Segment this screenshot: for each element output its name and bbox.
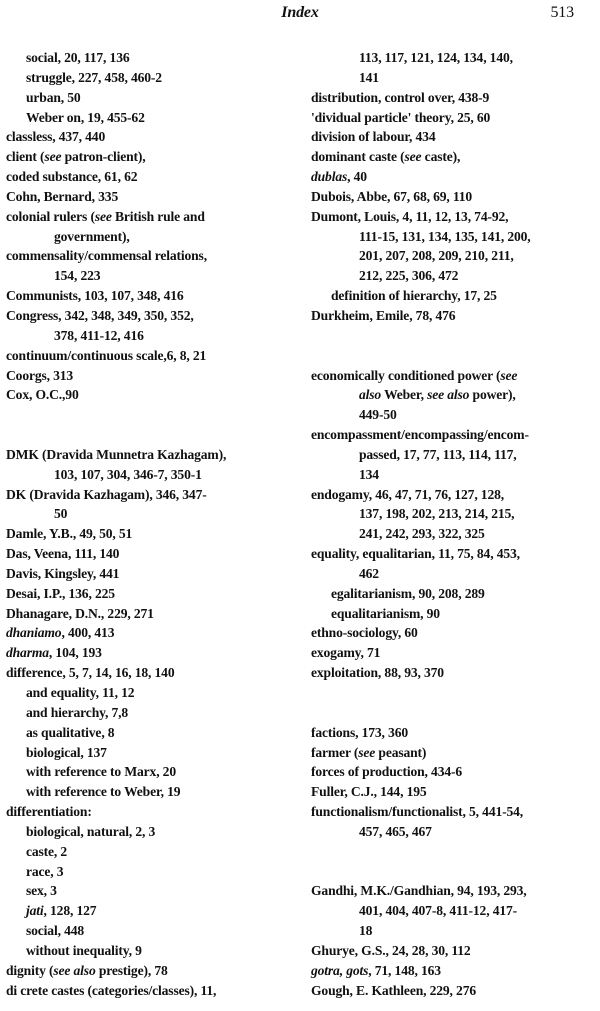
index-entry: DMK (Dravida Munnetra Kazhagam), — [6, 446, 227, 462]
index-subentry: caste, 2 — [26, 843, 68, 859]
index-continuation: also Weber, see also power), — [359, 387, 516, 403]
index-continuation: 113, 117, 121, 124, 134, 140, — [359, 50, 513, 65]
index-continuation: 241, 242, 293, 322, 325 — [359, 526, 485, 542]
page-number: 513 — [550, 4, 574, 21]
index-entry: endogamy, 46, 47, 71, 76, 127, 128, — [311, 486, 505, 502]
index-entry: Dumont, Louis, 4, 11, 12, 13, 74-92, — [311, 208, 509, 224]
blank-line — [311, 346, 593, 366]
index-subentry: definition of hierarchy, 17, 25 — [331, 288, 497, 304]
index-continuation: 201, 207, 208, 209, 210, 211, — [359, 248, 514, 264]
left-column — [6, 48, 290, 1001]
index-entry: Communists, 103, 107, 348, 416 — [6, 288, 184, 304]
index-subentry: with reference to Weber, 19 — [26, 784, 181, 800]
index-entry: Dubois, Abbe, 67, 68, 69, 110 — [311, 188, 473, 204]
index-subentry: egalitarianism, 90, 208, 289 — [331, 585, 485, 601]
index-entry: continuum/continuous scale,6, 8, 21 — [6, 347, 207, 363]
index-subentry: and equality, 11, 12 — [26, 685, 135, 700]
index-entry: dhaniamo, 400, 413 — [6, 625, 115, 641]
blank-line — [311, 683, 593, 703]
index-continuation: 134 — [359, 466, 379, 482]
index-entry: forces of production, 434-6 — [311, 764, 463, 780]
index-entry: 'dividual particle' theory, 25, 60 — [311, 109, 491, 125]
index-continuation: 50 — [54, 506, 68, 522]
index-entry: distribution, control over, 438-9 — [311, 89, 490, 105]
index-continuation: 462 — [359, 565, 379, 581]
index-entry: Ghurye, G.S., 24, 28, 30, 112 — [311, 942, 471, 958]
index-entry: di crete castes (categories/classes), 11, — [6, 982, 217, 998]
index-continuation: 103, 107, 304, 346-7, 350-1 — [54, 466, 202, 482]
index-subentry: biological, natural, 2, 3 — [26, 823, 156, 839]
blank-line — [311, 862, 593, 882]
index-continuation: 111-15, 131, 134, 135, 141, 200, — [359, 228, 531, 244]
index-entry: client (see patron-client), — [6, 149, 146, 165]
index-entry: Fuller, C.J., 144, 195 — [311, 784, 427, 800]
index-entry: encompassment/encompassing/encom- — [311, 427, 529, 443]
index-entry: gotra, gots, 71, 148, 163 — [311, 962, 441, 978]
index-entry: Congress, 342, 348, 349, 350, 352, — [6, 307, 194, 323]
index-entry: Davis, Kingsley, 441 — [6, 565, 120, 581]
index-subentry: as qualitative, 8 — [26, 724, 115, 740]
index-subentry: jati, 128, 127 — [26, 903, 97, 919]
index-entry: Durkheim, Emile, 78, 476 — [311, 307, 456, 323]
index-entry: farmer (see peasant) — [311, 744, 427, 760]
index-entry: Das, Veena, 111, 140 — [6, 546, 120, 562]
page-title: Index — [281, 4, 319, 21]
index-entry: Cox, O.C.,90 — [6, 387, 79, 403]
index-subentry: urban, 50 — [26, 89, 81, 105]
index-subentry: social, 20, 117, 136 — [26, 50, 130, 65]
index-entry: factions, 173, 360 — [311, 724, 408, 740]
index-entry: equality, equalitarian, 11, 75, 84, 453, — [311, 546, 520, 562]
index-continuation: 457, 465, 467 — [359, 823, 432, 839]
index-entry: Dhanagare, D.N., 229, 271 — [6, 605, 154, 621]
index-continuation: 18 — [359, 923, 373, 939]
index-continuation: passed, 17, 77, 113, 114, 117, — [359, 446, 517, 462]
index-entry: Desai, I.P., 136, 225 — [6, 585, 115, 601]
index-entry: Damle, Y.B., 49, 50, 51 — [6, 526, 133, 542]
index-subentry: social, 448 — [26, 923, 85, 939]
blank-line — [6, 425, 290, 445]
index-entry: ethno-sociology, 60 — [311, 625, 418, 641]
index-entry: commensality/commensal relations, — [6, 248, 207, 264]
blank-line — [311, 703, 593, 723]
index-continuation: 212, 225, 306, 472 — [359, 268, 459, 284]
index-entry: colonial rulers (see British rule and — [6, 208, 205, 224]
index-entry: exploitation, 88, 93, 370 — [311, 665, 444, 681]
index-entry: DK (Dravida Kazhagam), 346, 347- — [6, 486, 207, 502]
index-entry: difference, 5, 7, 14, 16, 18, 140 — [6, 665, 175, 681]
index-continuation: government), — [54, 228, 130, 244]
index-entry: division of labour, 434 — [311, 129, 436, 145]
index-entry: exogamy, 71 — [311, 645, 381, 661]
index-entry: differentiation: — [6, 804, 92, 820]
index-entry: dominant caste (see caste), — [311, 149, 461, 165]
index-entry: Gandhi, M.K./Gandhian, 94, 193, 293, — [311, 883, 527, 899]
index-subentry: Weber on, 19, 455-62 — [26, 109, 145, 125]
index-entry: coded substance, 61, 62 — [6, 169, 138, 185]
index-entry: classless, 437, 440 — [6, 129, 106, 145]
index-subentry: without inequality, 9 — [26, 942, 142, 958]
index-entry: dignity (see also prestige), 78 — [6, 962, 168, 978]
index-subentry: race, 3 — [26, 863, 64, 879]
right-column — [311, 48, 593, 1001]
index-entry: dharma, 104, 193 — [6, 645, 102, 661]
blank-line — [311, 326, 593, 346]
index-continuation: 137, 198, 202, 213, 214, 215, — [359, 506, 515, 522]
index-subentry: biological, 137 — [26, 744, 107, 760]
index-subentry: struggle, 227, 458, 460-2 — [26, 69, 162, 85]
index-entry: Coorgs, 313 — [6, 367, 74, 383]
blank-line — [6, 405, 290, 425]
blank-line — [311, 842, 593, 862]
index-entry: functionalism/functionalist, 5, 441-54, — [311, 804, 524, 820]
index-continuation: 449-50 — [359, 407, 397, 423]
index-continuation: 401, 404, 407-8, 411-12, 417- — [359, 903, 518, 919]
index-subentry: equalitarianism, 90 — [331, 605, 440, 621]
index-subentry: and hierarchy, 7,8 — [26, 704, 129, 720]
index-entry: Cohn, Bernard, 335 — [6, 188, 119, 204]
index-entry: Gough, E. Kathleen, 229, 276 — [311, 982, 476, 998]
index-continuation: 154, 223 — [54, 268, 101, 284]
index-subentry: with reference to Marx, 20 — [26, 764, 176, 780]
index-entry: dublas, 40 — [311, 169, 367, 185]
index-entry: economically conditioned power (see — [311, 367, 518, 383]
index-continuation: 378, 411-12, 416 — [54, 327, 144, 343]
index-subentry: sex, 3 — [26, 883, 57, 899]
index-continuation: 141 — [359, 69, 379, 85]
